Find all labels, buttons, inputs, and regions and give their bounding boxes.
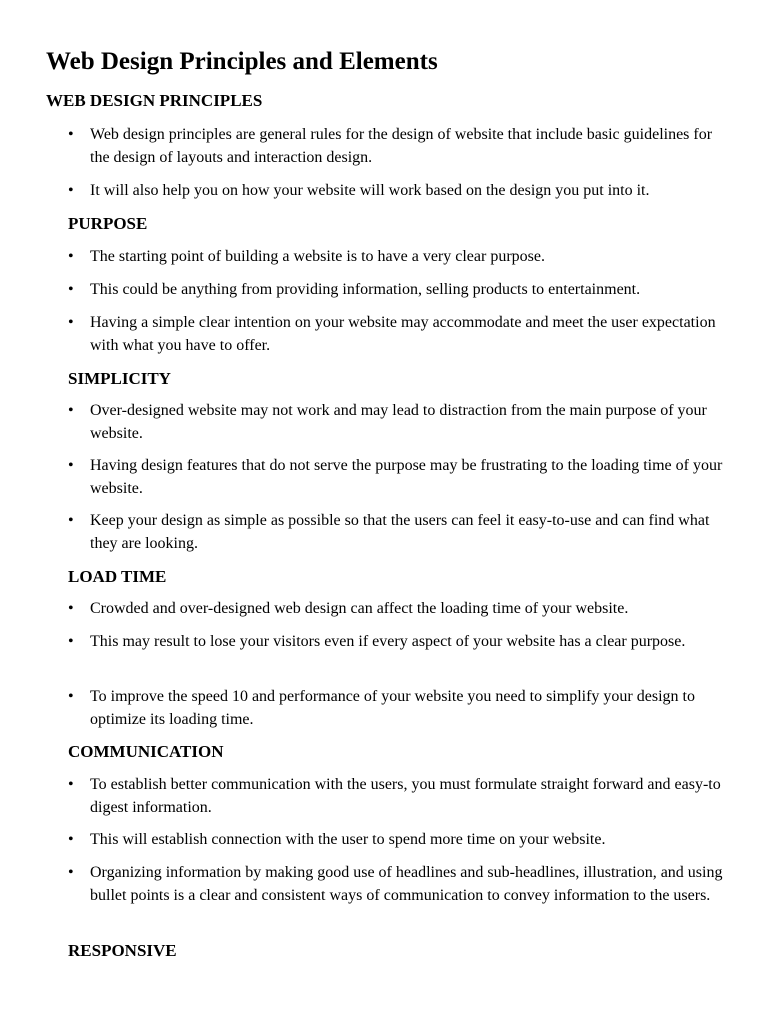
list-item-text: Crowded and over-designed web design can affect the loading time of your website. bbox=[90, 600, 629, 617]
section-heading-purpose: PURPOSE bbox=[68, 214, 148, 233]
bullet-icon: • bbox=[68, 512, 74, 529]
list-item-text: To improve the speed 10 and performance of your website you need to simplify your design to optimize its loading time. bbox=[90, 688, 695, 728]
list-item bbox=[68, 510, 728, 555]
bullet-icon: • bbox=[68, 281, 74, 298]
list-item-text: To establish better communication with the users, you must formulate straight forward and easy-to digest information. bbox=[90, 776, 721, 816]
list-item bbox=[68, 400, 728, 445]
list-item-text: Over-designed website may not work and may lead to distraction from the main purpose of your website. bbox=[90, 402, 707, 442]
list-item-text: Web design principles are general rules for the design of website that include basic guidelines for the design of layouts and interaction design. bbox=[90, 126, 713, 166]
list-item bbox=[68, 829, 728, 852]
list-item-text: Having a simple clear intention on your website may accommodate and meet the user expectation with what you have to offer. bbox=[90, 314, 716, 354]
list-item-text: This could be anything from providing information, selling products to entertainment. bbox=[90, 281, 641, 298]
bullet-icon: • bbox=[68, 248, 74, 265]
document-title: Web Design Principles and Elements bbox=[46, 48, 438, 75]
list-item-text: This will establish connection with the user to spend more time on your website. bbox=[90, 831, 606, 848]
list-item bbox=[68, 862, 728, 907]
section-heading-simplicity: SIMPLICITY bbox=[68, 369, 171, 388]
section-heading-load-time: LOAD TIME bbox=[68, 567, 167, 586]
bullet-icon: • bbox=[68, 314, 74, 331]
bullet-icon: • bbox=[68, 633, 74, 650]
list-item-text: Organizing information by making good use of headlines and sub-headlines, illustration, and using bullet points is a clear and consistent ways of communication to convey information to the users. bbox=[90, 864, 723, 904]
section-heading-web-design-principles: WEB DESIGN PRINCIPLES bbox=[46, 91, 263, 110]
bullet-icon: • bbox=[68, 600, 74, 617]
bullet-icon: • bbox=[68, 864, 74, 881]
list-item bbox=[68, 180, 728, 203]
list-item-text: Keep your design as simple as possible so that the users can feel it easy-to-use and can find what they are looking. bbox=[90, 512, 710, 552]
list-item bbox=[68, 631, 728, 654]
list-item bbox=[68, 598, 728, 621]
bullet-icon: • bbox=[68, 831, 74, 848]
list-item bbox=[68, 774, 728, 819]
list-item bbox=[68, 686, 728, 731]
list-item bbox=[68, 455, 728, 500]
bullet-icon: • bbox=[68, 688, 74, 705]
section-heading-responsive: RESPONSIVE bbox=[68, 941, 177, 960]
bullet-icon: • bbox=[68, 126, 74, 143]
bullet-icon: • bbox=[68, 457, 74, 474]
list-item-text: Having design features that do not serve the purpose may be frustrating to the loading time of your website. bbox=[90, 457, 723, 497]
section-heading-communication: COMMUNICATION bbox=[68, 742, 224, 761]
bullet-icon: • bbox=[68, 402, 74, 419]
list-item-text: The starting point of building a website is to have a very clear purpose. bbox=[90, 248, 545, 265]
bullet-icon: • bbox=[68, 776, 74, 793]
bullet-icon: • bbox=[68, 182, 74, 199]
list-item bbox=[68, 246, 728, 269]
list-item bbox=[68, 312, 728, 357]
list-item-text: This may result to lose your visitors even if every aspect of your website has a clear purpose. bbox=[90, 633, 686, 650]
list-item bbox=[68, 124, 728, 169]
list-item bbox=[68, 279, 728, 302]
list-item-text: It will also help you on how your website will work based on the design you put into it. bbox=[90, 182, 650, 199]
